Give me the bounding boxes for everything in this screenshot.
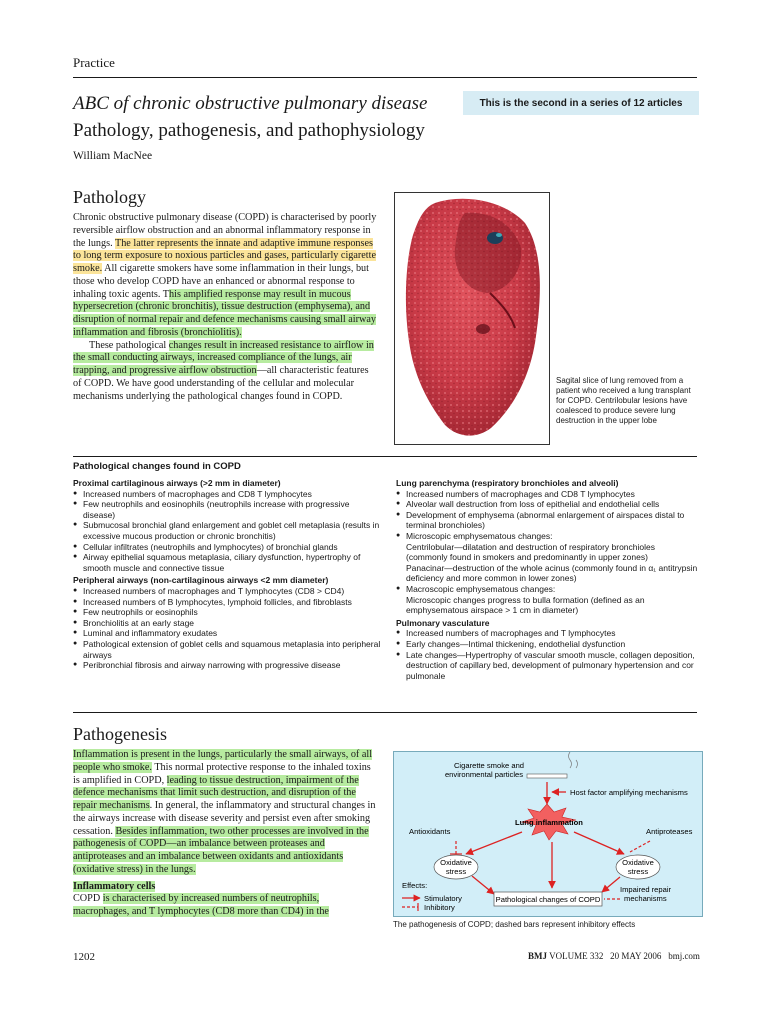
text-run: his amplified response may result in mucous hypersecretion (chronic bronchitis), tissue destruction (emphysema), and disruption of normal repair and defence mechanisms causing small airway inflammation and fibrosis (bronchiolitis). [73,288,376,338]
list-item: ● Early changes—Intimal thickening, endothelial dysfunction [396,639,698,650]
pathogenesis-diagram [393,751,703,917]
diagram-pathological-label: Pathological changes of COPD [495,895,601,904]
list-item: ● Peribronchial fibrosis and airway narrowing with progressive disease [73,660,383,671]
list-item: ● Increased numbers of macrophages and CD8 T lymphocytes [396,489,698,500]
box-subheading: Proximal cartilaginous airways (>2 mm in diameter) [73,478,281,488]
box-list [396,489,698,542]
pathogenesis-heading: Pathogenesis [73,724,167,744]
pathology-paragraph-2 [73,340,377,404]
box-subheading: Peripheral airways (non-cartilaginous airways <2 mm diameter) [73,575,329,586]
box-subheading: Pulmonary vasculature [396,617,490,628]
diagram-stimulatory-label: Stimulatory [424,894,462,903]
list-item: ● Pathological extension of goblet cells and squamous metaplasia into peripheral airways [73,639,383,660]
diagram-host-label: Host factor amplifying mechanisms [570,788,688,797]
diagram-repair-line1: Impaired repair [620,885,672,894]
inhibitory-bar-antiproteases [630,841,650,852]
list-item: ● Increased numbers of macrophages and T lymphocytes [396,628,698,639]
box-group-proximal [73,478,383,573]
text-run: These pathological [89,339,169,351]
journal-name: BMJ [528,951,547,961]
website: bmj.com [668,951,700,961]
author-name: William MacNee [73,150,153,162]
pathology-paragraph-1 [73,212,377,340]
smoke-icon [569,752,572,768]
text-run: . In general, the inflammatory and structural changes in the airways increase with disease severity and persist even after smoking cessation. [73,800,376,837]
pathogenesis-body [73,749,377,919]
diagram-caption: The pathogenesis of COPD; dashed bars represent inhibitory effects [393,920,636,929]
inflammatory-cells-subheading [73,881,377,894]
section-label: Practice [73,55,115,70]
arrow-oxidative-to-pathology [472,876,494,894]
page-number: 1202 [73,951,95,963]
article-title: Pathology, pathogenesis, and pathophysiology [73,120,425,141]
list-item: ● Airway epithelial squamous metaplasia, ciliary dysfunction, hypertrophy of smooth muscle and connective tissue [73,552,383,573]
text-run: leading to tissue destruction, impairment of the defence mechanisms that limit such destruction, and disruption of the repair mechanisms [73,774,359,811]
box-subheading: Lung parenchyma (respiratory bronchioles and alveoli) [396,478,619,488]
diagram-oxidative-left-line1: Oxidative [440,858,472,867]
diagram-smoke-label-line1: Cigarette smoke and [453,761,525,770]
text-run: This normal protective response to the inhaled toxins is amplified in COPD, [73,761,371,786]
diagram-effects-label: Effects: [402,881,428,890]
list-item: ● Bronchiolitis at an early stage [73,618,383,629]
box-plain-list [396,542,698,584]
list-item: ● Submucosal bronchial gland enlargement and goblet cell metaplasia (results in excessive mucous production or chronic bronchitis) [73,520,383,541]
box-bottom-rule [73,712,697,713]
list-item: ● Alveolar wall destruction from loss of epithelial and endothelial cells [396,499,698,510]
text-run: Inflammation is present in the lungs, particularly the small airways, of all people who smoke. [73,749,373,773]
pathological-changes-right-column [396,476,698,681]
pathology-heading: Pathology [73,187,147,207]
arrow-inflammation-to-oxidative-left [466,832,522,854]
list-item: ● Microscopic emphysematous changes: [396,531,698,542]
pathogenesis-paragraph-2 [73,893,377,919]
diagram-smoke-label-line2: environmental particles [444,770,524,779]
series-title: ABC of chronic obstructive pulmonary disease [73,93,428,114]
diagram-oxidative-right-line1: Oxidative [622,858,654,867]
list-item-continuation: Centrilobular—dilatation and destruction of respiratory bronchioles (commonly found in smokers and predominantly in upper zones) [406,541,655,563]
pathological-changes-title: Pathological changes found in COPD [73,461,241,472]
diagram-inflammation-label: Lung inflammation [515,818,583,827]
lung-image-caption: Sagital slice of lung removed from a patient who received a lung transplant for COPD. Centrilobular lesions have coalesced to produce severe lung destruction in the upper lobe [556,376,691,425]
pathogenesis-paragraph-1 [73,749,377,877]
cigarette-icon [527,774,567,778]
list-item: ● Few neutrophils or eosinophils [73,607,383,618]
diagram-oxidative-left-line2: stress [445,867,467,876]
box-list [396,628,698,681]
text-run: Chronic obstructive pulmonary disease (COPD) is characterised by poorly reversible airflow obstruction and an abnormal inflammatory response in the lungs. [73,212,377,249]
text-run: All cigarette smokers have some inflammation in their lungs, but those who develop COPD have an enhanced or abnormal response to inhaling toxic agents. T [73,263,369,300]
box-group-vasculature [396,618,698,682]
box-plain-list [396,595,698,616]
box-group-parenchyma [396,478,698,616]
footer-citation [528,951,700,961]
box-group-peripheral [73,575,383,670]
series-badge: This is the second in a series of 12 articles [463,91,699,115]
pathogenesis-diagram-svg [394,752,702,916]
lung-slice-illustration [395,193,549,444]
pathological-changes-left-column [73,476,383,671]
arrow-oxidative-to-repair [602,877,620,892]
list-item: ● Development of emphysema (abnormal enlargement of airspaces distal to terminal bronchioles) [396,510,698,531]
list-item-continuation: Panacinar—destruction of the whole acinus (commonly found in α₁ antitrypsin deficiency and more common in lower zones) [406,562,698,584]
pathology-body [73,212,377,403]
box-list [73,489,383,574]
issue-date: 20 MAY 2006 [610,951,662,961]
list-item: ● Increased numbers of macrophages and CD8 T lymphocytes [73,489,383,500]
text-run: The latter represents the innate and adaptive immune responses to long term exposure to noxious particles and gases, particularly cigarette smoke. [73,237,376,274]
text-run: is characterised by increased numbers of neutrophils, macrophages, and T lymphocytes (CD8 more than CD4) in the [73,893,329,917]
text-run: changes result in increased resistance to airflow in the small conducting airways, increased compliance of the lungs, air trapping, and progressive airflow obstruction [73,339,374,376]
list-item: ● Increased numbers of macrophages and T lymphocytes (CD8 > CD4) [73,586,383,597]
diagram-antioxidants-label: Antioxidants [409,827,451,836]
arrow-inflammation-to-oxidative-right [574,832,624,854]
list-item-continuation: Microscopic changes progress to bulla formation (defined as an emphysematous airspace > 1 cm in diameter) [406,594,645,616]
diagram-antiproteases-label: Antiproteases [646,827,693,836]
inflammatory-cells-subheading-text: Inflammatory cells [73,880,156,892]
text-run: COPD [73,893,103,905]
text-run: —all characteristic features of COPD. We have good understanding of the cellular and molecular mechanisms underlying the pathological changes found in COPD. [73,365,369,402]
box-list [396,584,698,595]
diagram-inhibitory-label: Inhibitory [424,903,455,912]
volume: VOLUME 332 [549,951,604,961]
list-item: ● Cellular infiltrates (neutrophils and lymphocytes) of bronchial glands [73,542,383,553]
list-item: ● Increased numbers of B lymphocytes, lymphoid follicles, and fibroblasts [73,597,383,608]
lung-slice-image [394,192,550,445]
list-item: ● Luminal and inflammatory exudates [73,628,383,639]
header-rule [73,77,697,78]
box-top-rule [73,456,697,457]
list-item: ● Few neutrophils and eosinophils (neutrophils increase with progressive disease) [73,499,383,520]
list-item: ● Late changes—Hypertrophy of vascular smooth muscle, collagen deposition, destruction of capillary bed, development of pulmonary hypertension and cor pulmonale [396,650,698,682]
diagram-repair-line2: mechanisms [624,894,667,903]
diagram-oxidative-right-line2: stress [627,867,649,876]
list-item: ● Macroscopic emphysematous changes: [396,584,698,595]
box-list [73,586,383,671]
text-run: Besides inflammation, two other processes are involved in the pathogenesis of COPD—an imbalance between proteases and antiproteases and an imbalance between oxidants and antioxidants (oxidative stress) in the lungs. [73,825,369,875]
